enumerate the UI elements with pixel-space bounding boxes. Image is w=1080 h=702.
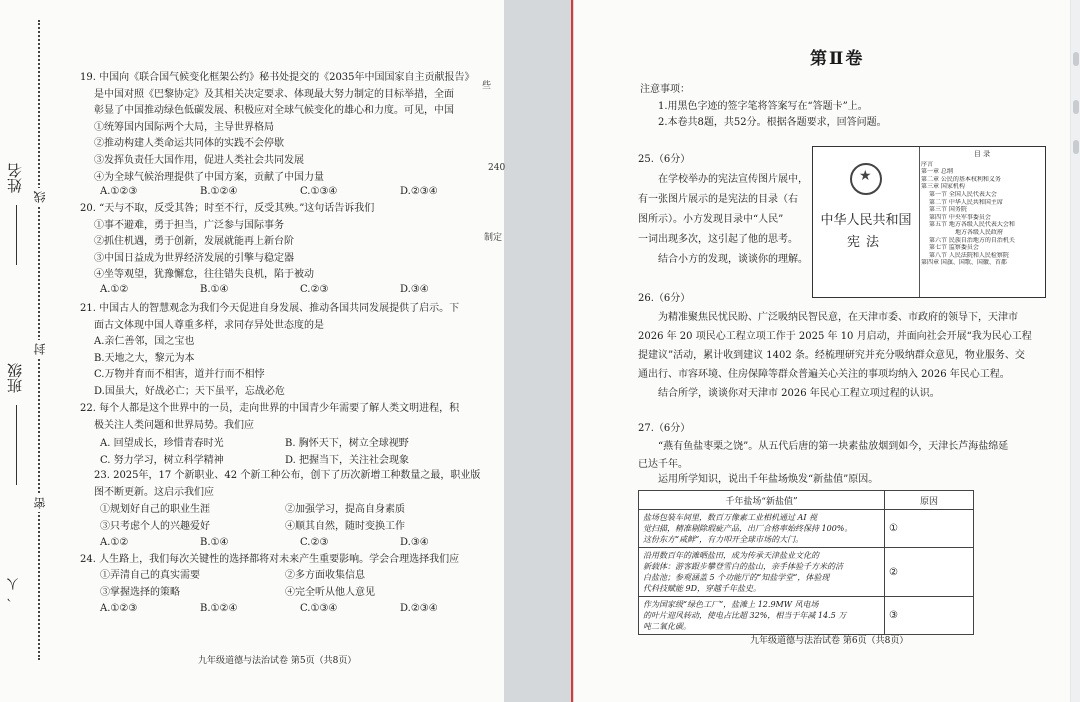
question-27-prompt: 运用所学知识，说出千年盐场焕发“新盐值”原因。: [658, 474, 879, 485]
peek-text-c: 制定: [484, 233, 503, 243]
table-cell: 盐场包装车间里，数百万像素工业相机通过 AI 视 觉扫描，精准剔除瑕疵产品，出厂合格率始终保持 100%。 这份东方“咸鲜”，有力叩开全球市场的大门。: [639, 510, 885, 548]
constitution-title: 中华人民共和国: [820, 213, 912, 228]
constitution-cover: [813, 147, 920, 297]
question-26: 26.（6分） 为精准聚焦民忧民盼、广泛吸纳民智民意，在天津市委、市政府的领导下，天津市 2026 年 20 项民心工程立项工作于 2025 年 10 月启动，并面向社会开展“我为民心工程 提建议”活动，累计收到建议 1402 条。经梳理研究并充分吸纳群众意见，物业服务、交 通出行、市容环境、住房保障等群众普遍关心关注的事项均纳入 2026 年民心工程。 结合所学，谈谈你对天津市 2026 年民心工程立项过程的认识。: [638, 293, 1032, 399]
page-footer-right: 九年级道德与法治试卷 第6页（共8页）: [750, 636, 909, 646]
question-20: 20. “天与不取，反受其咎；时至不行，反受其殃。”这句话告诉我们 ①事不避难，勇于担当，广泛参与国际事务 ②抓住机遇，勇于创新，发展就能再上新台阶 ③中国日益成为世界经济发展的引擎与稳定器 ④坐等观望，犹豫懈怠，往往错失良机，陷于被动: [80, 203, 375, 281]
scroll-marker[interactable]: [1073, 52, 1079, 66]
section-title: 第Ⅱ卷: [810, 49, 865, 69]
scroll-marker[interactable]: [1073, 100, 1079, 114]
table-cell: 沿用数百年的滩晒盐田，成为传承天津盐业文化的 新载体：游客跟步攀登雪白的盐山，亲手体验千方米的洁 白盐池；参观涵盖 5 个功能厅的“知盐学堂”，体验现 代科技赋能 9D，穿越千年盐史。: [639, 548, 885, 597]
name-label: 姓名: [4, 160, 25, 196]
question-22: 22. 每个人都是这个世界中的一员，走向世界的中国青少年需要了解人类文明进程，积 极关注人类问题和世界局势。我们应: [80, 403, 460, 431]
question-20-options: A.①② B.①④ C.②③ D.③④: [100, 284, 429, 295]
page-divider-line: [571, 0, 573, 702]
table-cell: ③: [885, 597, 974, 635]
page-gutter: [482, 0, 574, 702]
question-25: 25.（6分） 在学校举办的宪法宣传图片展中， 有一张图片展示的是宪法的目录（右 图所示）。小方发现目录中“人民” 一词出现多次，这引起了他的思考。 结合小方的发现，谈谈你的理解。: [638, 154, 808, 265]
table-row: [639, 548, 974, 597]
question-24: 24. 人生路上，我们每次关键性的选择都将对未来产生重要影响。学会合理选择我们应: [80, 554, 460, 565]
peek-text-b: 240: [488, 163, 506, 173]
scroll-marker[interactable]: [1073, 140, 1079, 154]
question-21: 21. 中国古人的智慧观念为我们今天促进自身发展、推动各国共同发展提供了启示。下 面古文体现中国人尊重多样，求同存异处世态度的是 A.亲仁善邻，国之宝也 B.天地之大，黎元为本 C.万物并育而不相害，道并行而不相悖 D.国虽大，好战必亡；天下虽平，忘战必危: [80, 303, 460, 397]
name-blank: [16, 205, 17, 265]
table-header-cell: 千年盐场“新盐值”: [639, 491, 885, 510]
question-27: 27.（6分） “燕有鱼盐枣栗之饶”。从五代后唐的第一块素盐放烟到如今，天津长芦海盐绵延 已达千年。: [638, 423, 1009, 470]
table-cell: ①: [885, 510, 974, 548]
table-row: [639, 597, 974, 635]
table-row: [639, 510, 974, 548]
class-blank: [16, 405, 17, 485]
question-19-options: A.①②③ B.①②④ C.①③④ D.②③④: [100, 186, 438, 197]
salt-field-table: [638, 490, 974, 635]
page-footer-left: 九年级道德与法治试卷 第5页（共8页）: [198, 656, 357, 666]
constitution-image: [812, 146, 1046, 298]
class-label: 班级: [4, 360, 25, 396]
table-cell: 作为国家级“绿色工厂”，盐滩上 12.9MW 风电场 的叶片迎风转动，使电占比超 32%，相当于年减 14.5 万 吨二氧化碳。: [639, 597, 885, 635]
constitution-toc: 目 录 序言 第一章 总纲 第二章 公民的基本权利和义务 第三章 国家机构 第一节 全国人民代表大会 第二节 中华人民共和国主席 第三节 国务院 第四节 中央军事委员会 第五节 地方各级人民代表大会和 地方各级人民政府 第六节 民族自治地方的自治机关 第七节 监察委员会 第八节 人民法院和人民检察院 第四章 国旗、国歌、国徽、首都: [921, 150, 1015, 267]
question-23-items: ①规划好自己的职业生涯 ②加强学习，提高自身素质 ③只考虑个人的兴趣爱好 ④顺其自然，随时变换工作: [100, 504, 405, 532]
question-24-items: ①弄清自己的真实需要 ②多方面收集信息 ③掌握选择的策略 ④完全听从他人意见: [100, 570, 375, 598]
binding-extra-char: 、人: [4, 575, 21, 605]
peek-text-a: 些: [482, 81, 492, 91]
binding-line-char: 线: [31, 188, 48, 206]
table-header-cell: 原因: [885, 491, 974, 510]
table-cell: ②: [885, 548, 974, 597]
binding-secret-char: 密: [31, 494, 48, 512]
exam-page-6: [574, 0, 1070, 702]
table-header-row: [639, 491, 974, 510]
question-23-options: A.①② B.①④ C.②③ D.③④: [100, 537, 429, 548]
question-19: 19. 中国向《联合国气候变化框架公约》秘书处提交的《2035年中国国家自主贡献报告》 是中国对照《巴黎协定》及其相关决定要求、体现最大努力制定的目标举措，全面 彰显了中国推动绿色低碳发展、积极应对全球气候变化的雄心和力度。可见，中国 ①统筹国内国际两个大局，主导世界格局 ②推动构建人类命运共同体的实践不会停歇 ③发挥负责任大国作用，促进人类社会共同发展 ④为全球气候治理提供了中国方案，贡献了中国力量: [80, 72, 475, 183]
national-emblem-icon: [850, 163, 882, 195]
constitution-subtitle: 宪法: [846, 235, 885, 250]
exam-page-5: [0, 0, 504, 702]
binding-seal-char: 封: [31, 340, 48, 358]
notice-block: 注意事项： 1.用黑色字迹的签字笔将答案写在“答题卡”上。 2.本卷共8题，共52分。根据各题要求，回答问题。: [640, 84, 887, 129]
question-22-options: A. 回望成长，珍惜青春时光 B. 胸怀天下，树立全球视野 C. 努力学习，树立科学精神 D. 把握当下，关注社会现象: [100, 438, 410, 466]
question-24-options: A.①②③ B.①②④ C.①③④ D.②③④: [100, 603, 438, 614]
question-23: 23. 2025年，17 个新职业、42 个新工种公布，创下了历次新增工种数量之最，职业版 图不断更新。这启示我们应: [94, 470, 481, 498]
